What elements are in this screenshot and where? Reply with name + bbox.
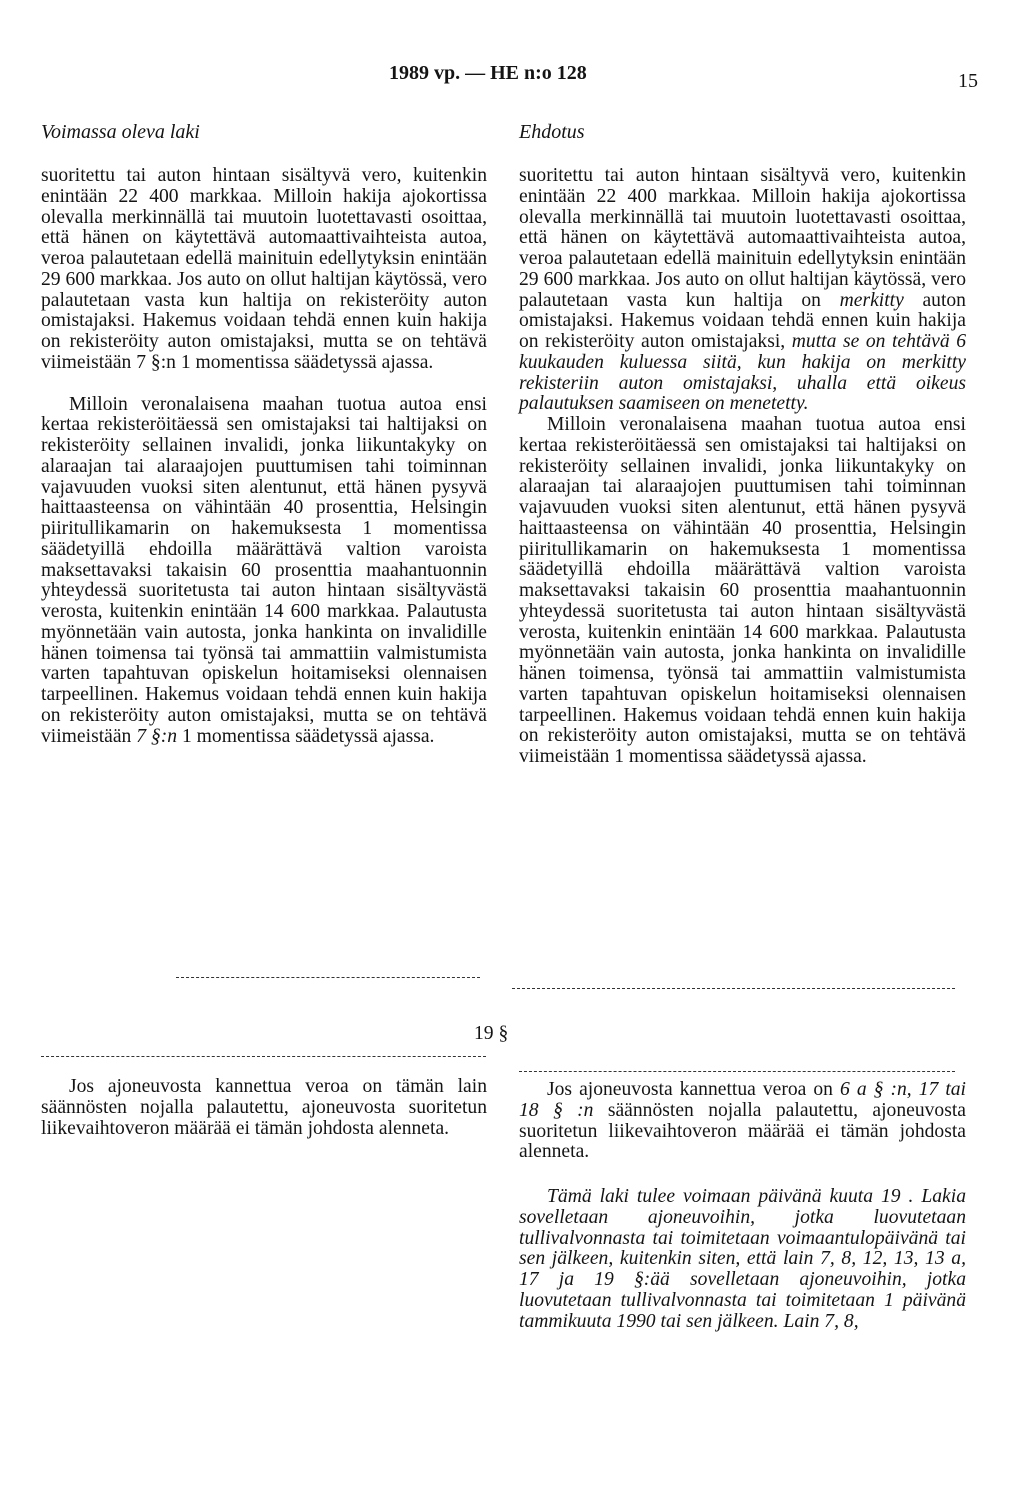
left-column-body	[41, 166, 487, 747]
left-paragraph-2-text: Milloin veronalaisena maahan tuotua autoa ensi kertaa rekisteröitäessä sen omistajaksi tai haltijaksi on rekisteröity sellainen invalidi, jonka liikuntakyky on alaraajan tai alaraajojen puuttumisen tahi toiminnan vajavuuden vuoksi siten alentunut, että hänen pysyvä haittaasteensa on vähintään 40 prosenttia, Helsingin piiritullikamarin on hakemuksesta 1 momentissa säädetyillä ehdoilla määrättävä valtion varoista maksettavaksi takaisin 60 prosenttia maahantuonnin yhteydessä suoritetusta tai auton hintaan sisältyvästä verosta, kuitenkin enintään 14 600 markkaa. Palautusta myönnetään vain autosta, jonka hankinta on invalidille hänen toimensa tai työnsä tai ammattiin valmistumista varten tapahtuvan opiskelun hoitamiseksi olennaisen tarpeellinen. Hakemus voidaan tehdä ennen kuin hakija on rekisteröity auton omistajaksi, mutta se on tehtävä viimeistään	[41, 393, 487, 747]
left-paragraph-2-end: 1 momentissa säädetyssä ajassa.	[181, 725, 435, 747]
right-section-19-a: Jos ajoneuvosta kannettua veroa on	[547, 1079, 833, 1100]
right-section-dashed-line	[519, 1071, 955, 1072]
right-paragraph-1	[519, 166, 966, 415]
right-entry-into-force	[519, 1187, 966, 1332]
right-section-19-b: säännösten nojalla palautettu, ajoneuvosta suoritetun liikevaihtoveron määrää ei tämän johdosta alenneta.	[519, 1099, 966, 1163]
right-paragraph-2: Milloin veronalaisena maahan tuotua autoa ensi kertaa rekisteröitäessä sen omistajaksi tai haltijaksi on rekisteröity sellainen invalidi, jonka liikuntakyky on alaraajan tai alaraajojen puuttumisen tahi toiminnan vajavuuden vuoksi siten alentunut, että hänen pysyvä haittaasteensa on vähintään 40 prosenttia, Helsingin piiritullikamarin on hakemuksesta 1 momentissa säädetyillä ehdoilla määrättävä valtion varoista maksettavaksi takaisin 60 prosenttia maahantuonnin yhteydessä suoritetusta tai auton hintaan sisältyvästä verosta, kuitenkin enintään 14 600 markkaa. Palautusta myönnetään vain autosta, jonka hankinta on invalidille hänen toimensa, työnsä tai ammattiin valmistumista varten tapahtuvan opiskelun hoitamiseksi olennaisen tarpeellinen. Hakemus voidaan tehdä ennen kuin hakija on rekisteröity auton omistajaksi, mutta se on tehtävä viimeistään 1 momentissa säädetyssä ajassa.	[519, 414, 966, 767]
right-column-heading: Ehdotus	[519, 121, 585, 143]
left-section-19-body	[41, 1077, 487, 1139]
left-column-heading: Voimassa oleva laki	[41, 121, 200, 143]
right-column-body	[519, 166, 966, 768]
header-title: 1989 vp. — HE n:o 128	[389, 62, 587, 84]
left-section-dashed-line	[41, 1056, 486, 1057]
right-paragraph-1-b: auton omistajaksi. Hakemus voidaan tehdä ennen kuin hakija on rekisteröity auton omistajaksi,	[519, 289, 966, 352]
right-paragraph-1-italic-2: mutta se on tehtävä 6 kuukauden kuluessa siitä, kun hakija on merkitty rekisteriin auton omistajaksi, uhalla että oikeus palautuksen saamiseen on menetetty.	[519, 331, 966, 415]
left-paragraph-2-ref: 7 §:n	[136, 725, 178, 747]
right-entry-paragraph: Tämä laki tulee voimaan päivänä kuuta 19 . Lakia sovelletaan ajoneuvoihin, jotka luovutetaan tullivalvonnasta tai toimitetaan voimaantulopäivänä tai sen jälkeen, kuitenkin siten, että lain 7, 8, 12, 13, 13 a, 17 ja 19 §:ää sovelletaan ajoneuvoihin, jotka luovutetaan tullivalvonnasta tai toimitetaan 1 päivänä tammikuuta 1990 tai sen jälkeen. Lain 7, 8,	[519, 1186, 966, 1332]
page-number: 15	[958, 70, 978, 92]
right-section-19-body	[519, 1080, 966, 1163]
right-dashed-separator	[512, 988, 955, 989]
right-paragraph-1-a: suoritettu tai auton hintaan sisältyvä vero, kuitenkin enintään 22 400 markkaa. Milloin hakija ajokortissa olevalla merkinnällä tai muutoin luotettavasti osoittaa, että hänen on käytettävä automaattivaihteista autoa, veroa palautetaan edellä mainituin edellytyksin enintään 29 600 markkaa. Jos auto on ollut haltijan käytössä, vero palautetaan vasta kun haltija on	[519, 165, 966, 311]
right-section-19-italic: 6 a § :n, 17 tai 18 § :n	[519, 1079, 966, 1121]
left-section-19-paragraph: Jos ajoneuvosta kannettua veroa on tämän lain säännösten nojalla palautettu, ajoneuvosta suoritetun liikevaihtoveron määrää ei tämän johdosta alenneta.	[41, 1076, 487, 1139]
right-section-19-paragraph	[519, 1080, 966, 1163]
left-paragraph-2	[41, 395, 487, 748]
section-heading: 19 §	[474, 1023, 509, 1044]
left-paragraph-1: suoritettu tai auton hintaan sisältyvä vero, kuitenkin enintään 22 400 markkaa. Milloin hakija ajokortissa olevalla merkinnällä tai muutoin luotettavasti osoittaa, että hänen on käytettävä automaattivaihteista autoa, veroa palautetaan edellä mainituin edellytyksin enintään 29 600 markkaa. Jos auto on ollut haltijan käytössä, vero palautetaan vasta kun haltija on rekisteröity auton omistajaksi. Hakemus voidaan tehdä ennen kuin hakija on rekisteröity auton omistajaksi, mutta se on tehtävä viimeistään 7 §:n 1 momentissa säädetyssä ajassa.	[41, 165, 487, 373]
page-header	[0, 62, 1024, 92]
right-paragraph-1-italic-1: merkitty	[839, 289, 904, 311]
left-dashed-separator	[176, 977, 480, 978]
